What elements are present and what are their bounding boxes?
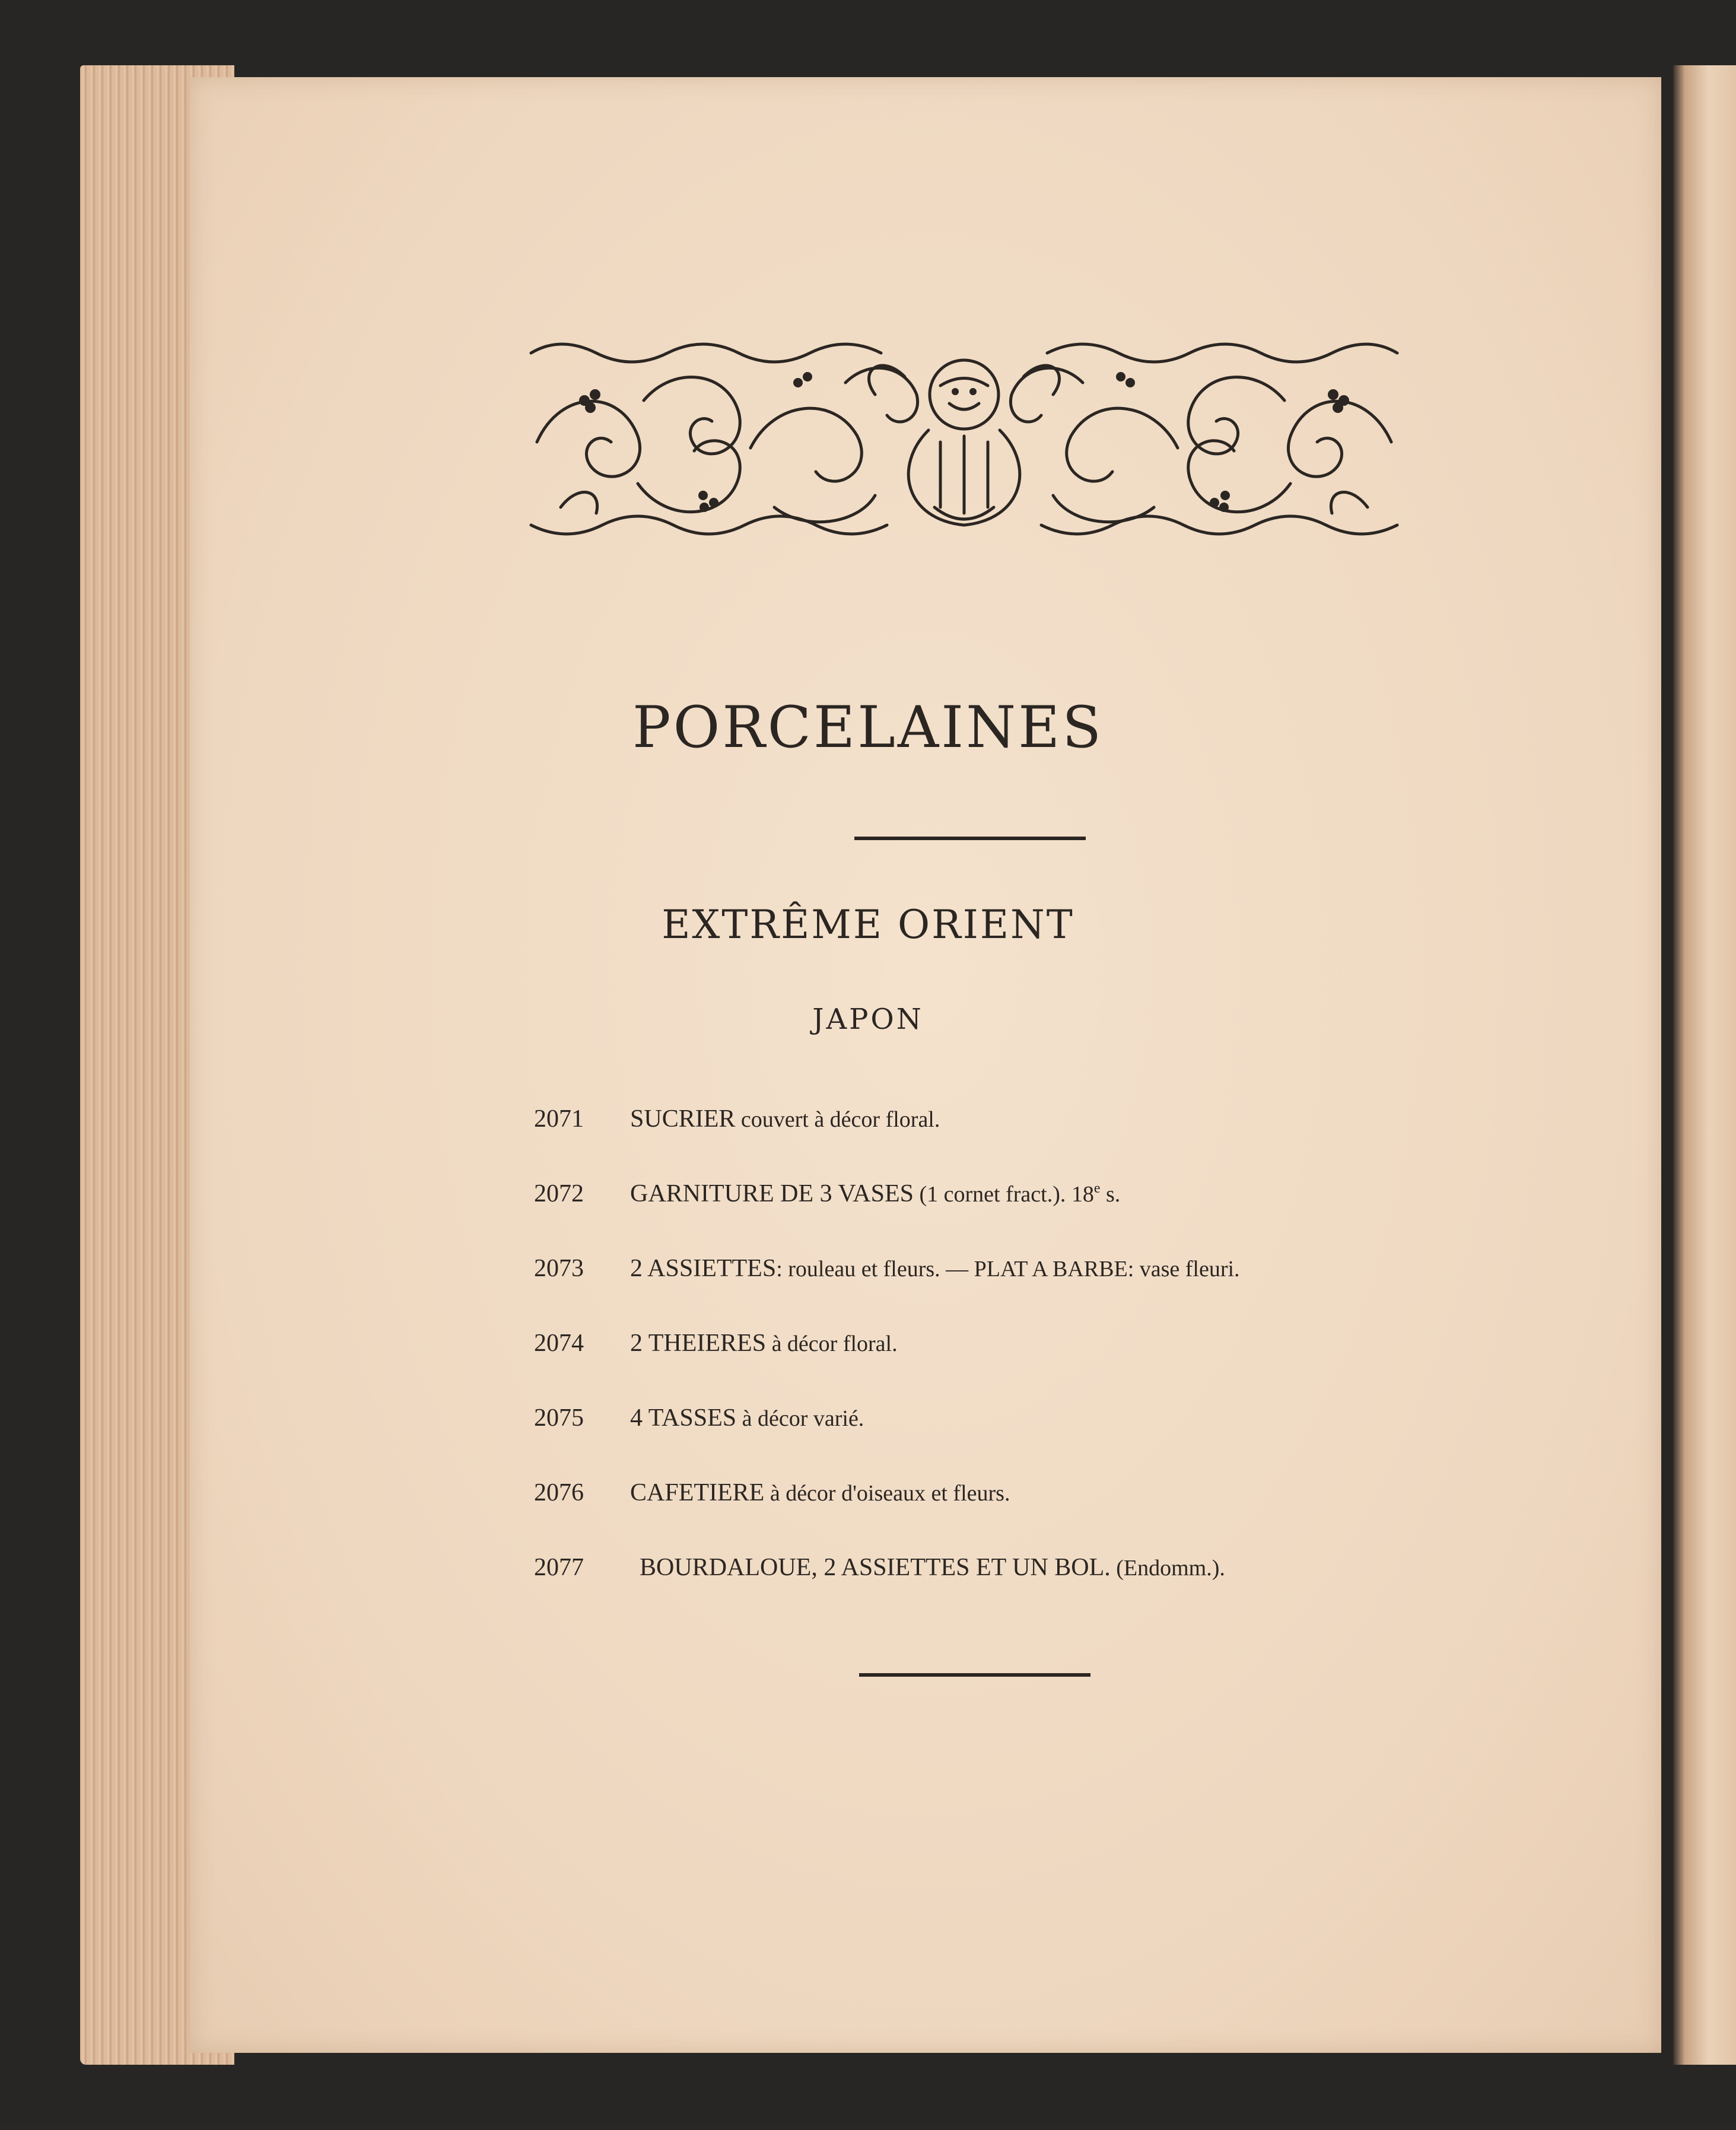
lot-description: 2 THEIERES à décor floral. — [630, 1330, 898, 1357]
lot-description: CAFETIERE à décor d'oiseaux et fleurs. — [630, 1479, 1010, 1506]
lot-number: 2074 — [534, 1330, 584, 1357]
catalogue-entry — [0, 1329, 1736, 1365]
lot-number: 2075 — [534, 1404, 584, 1432]
lot-number: 2073 — [534, 1255, 584, 1282]
lot-number: 2072 — [534, 1180, 584, 1207]
catalogue-entry — [0, 1254, 1736, 1290]
page-title: PORCELAINES — [632, 694, 1104, 761]
catalogue-entry — [0, 1553, 1736, 1589]
facing-page-edge — [1673, 65, 1736, 2065]
catalogue-entry — [0, 1404, 1736, 1439]
divider-top — [854, 837, 1086, 840]
lot-description: SUCRIER couvert à décor floral. — [630, 1105, 940, 1133]
lot-number: 2076 — [534, 1479, 584, 1506]
lot-description: 4 TASSES à décor varié. — [630, 1404, 864, 1432]
lot-description: GARNITURE DE 3 VASES (1 cornet fract.). 18e s. — [630, 1180, 1121, 1207]
catalogue-entry — [0, 1105, 1736, 1140]
divider-bottom — [859, 1673, 1090, 1677]
lot-number: 2071 — [534, 1105, 584, 1133]
ornament-headpiece-icon — [525, 329, 1403, 555]
lot-description: BOURDALOUE, 2 ASSIETTES ET UN BOL. (Endomm.). — [640, 1554, 1225, 1581]
catalogue-entry — [0, 1180, 1736, 1215]
lot-description: 2 ASSIETTES: rouleau et fleurs. — PLAT A BARBE: vase fleuri. — [630, 1255, 1240, 1282]
lot-number: 2077 — [534, 1554, 584, 1581]
catalogue-entry — [0, 1479, 1736, 1514]
region-heading: EXTRÊME ORIENT — [662, 902, 1074, 948]
country-heading: JAPON — [812, 1003, 924, 1036]
